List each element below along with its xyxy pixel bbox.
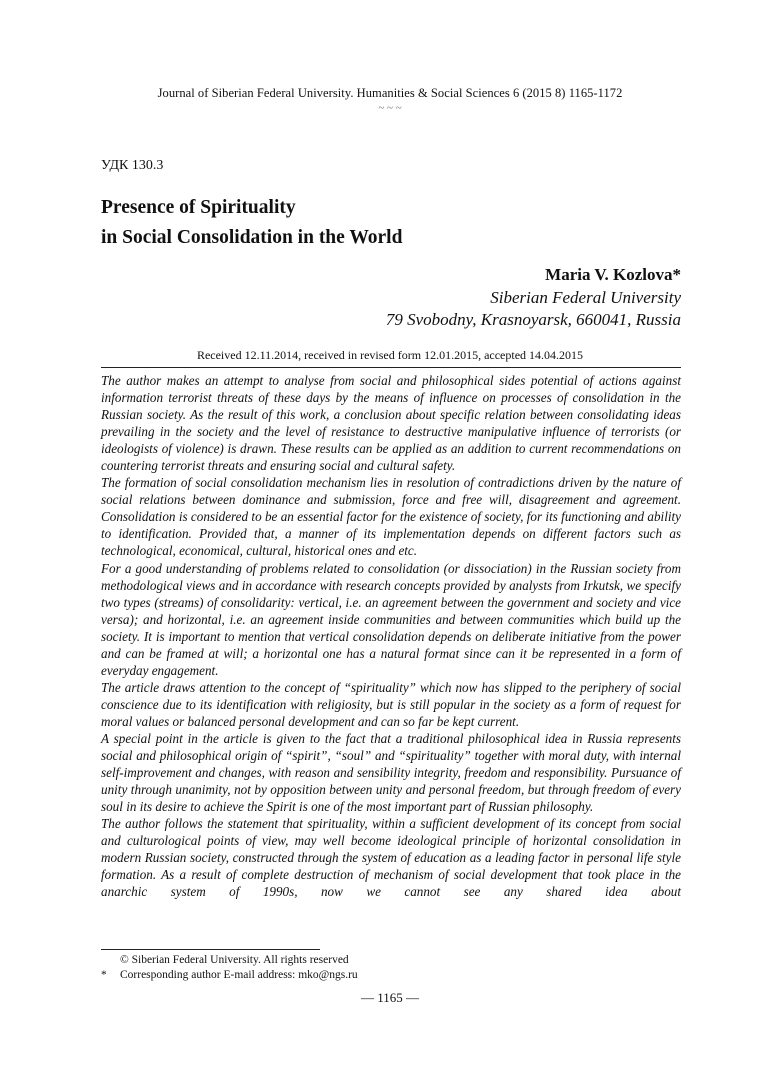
footnote-mark	[101, 953, 120, 968]
title-line-1: Presence of Spirituality	[101, 197, 296, 218]
footnote-mark: *	[101, 968, 107, 981]
article-title	[101, 193, 402, 253]
corresponding-author-email: Corresponding author E-mail address: mko@ngs.ru	[120, 968, 358, 981]
author-address: 79 Svobodny, Krasnoyarsk, 660041, Russia	[385, 310, 681, 329]
footnote-divider	[101, 949, 320, 950]
abstract-paragraph: The article draws attention to the concept of “spirituality” which now has slipped to the periphery of social conscience due to its identification with religiosity, but is still popular in the society as a form of request for moral values or balanced personal development and can so far be kept current.	[101, 679, 681, 729]
title-line-2: in Social Consolidation in the World	[101, 227, 403, 248]
footnotes	[101, 953, 681, 982]
abstract-paragraph: The author makes an attempt to analyse from social and philosophical sides potential of actions against information terrorist threats of these days by the means of influence on processes of consolidation in the Russian society. As the result of this work, a conclusion about specific relation between consolidating ideas prevailing in the society and the level of resistance to destructive manipulative influence of terrorists (or ideologists of violence) is drawn. These results can be applied as an addition to current recommendations on countering terrorist threats and ensuring social and cultural safety.	[101, 373, 681, 474]
udc-code: УДК 130.3	[101, 158, 164, 173]
abstract-paragraph: The author follows the statement that spirituality, within a sufficient development of its concept from social and culturological points of view, may well become ideological principle of horizontal consolidation in modern Russian society, constructed through the system of education as a leading factor in personal life style formation. As a result of complete destruction of mechanism of social development that took place in the anarchic system of 1990s, now we cannot see any shared idea about	[101, 816, 681, 900]
header-ornament: ~ ~ ~	[378, 102, 402, 114]
journal-header: Journal of Siberian Federal University. Humanities & Social Sciences 6 (2015 8) 1165-1172	[157, 86, 623, 100]
footnote	[101, 953, 681, 968]
author-name: Maria V. Kozlova*	[545, 265, 681, 284]
page-number: — 1165 —	[360, 990, 420, 1005]
abstract-paragraph: The formation of social consolidation mechanism lies in resolution of contradictions driven by the nature of social relations between dominance and submission, force and free will, disagreement and agreement. Consolidation is considered to be an essential factor for the existence of society, for its functioning and ability to identification. Provided that, a manner of its implementation depends on different factors such as technological, economical, cultural, historical ones and etc.	[101, 475, 681, 559]
footnote	[101, 968, 681, 983]
copyright-text: © Siberian Federal University. All rights reserved	[120, 954, 349, 966]
abstract-paragraph: A special point in the article is given to the fact that a traditional philosophical idea in Russia represents social and philosophical origin of “spirit”, “soul” and “spirituality” together with moral duty, with internal self-improvement and changes, with reason and sensibility integrity, freedom and responsibility. Pursuance of unity through unanimity, not by opposition between unity and personal freedom, but through freedom of every soul in its desire to achieve the Spirit is one of the most important part of Russian philosophy.	[101, 730, 681, 815]
author-block	[386, 264, 681, 332]
received-dates: Received 12.11.2014, received in revised form 12.01.2015, accepted 14.04.2015	[196, 348, 584, 362]
abstract-paragraph: For a good understanding of problems related to consolidation (or dissociation) in the Russian society from methodological views and in accordance with research concepts provided by analysts from Irkutsk, we specify two types (streams) of consolidarity: vertical, i.e. an agreement between the government and society and vice versa); and horizontal, i.e. an agreement inside communities and between communities which build up the society. It is important to mention that vertical consolidation depends on deliberate initiative from the power and can be framed at will; a horizontal one has a natural format since can it be represented in a form of everyday engagement.	[101, 560, 681, 678]
dates-divider	[101, 367, 681, 368]
abstract	[101, 372, 681, 900]
author-affiliation: Siberian Federal University	[490, 287, 681, 307]
